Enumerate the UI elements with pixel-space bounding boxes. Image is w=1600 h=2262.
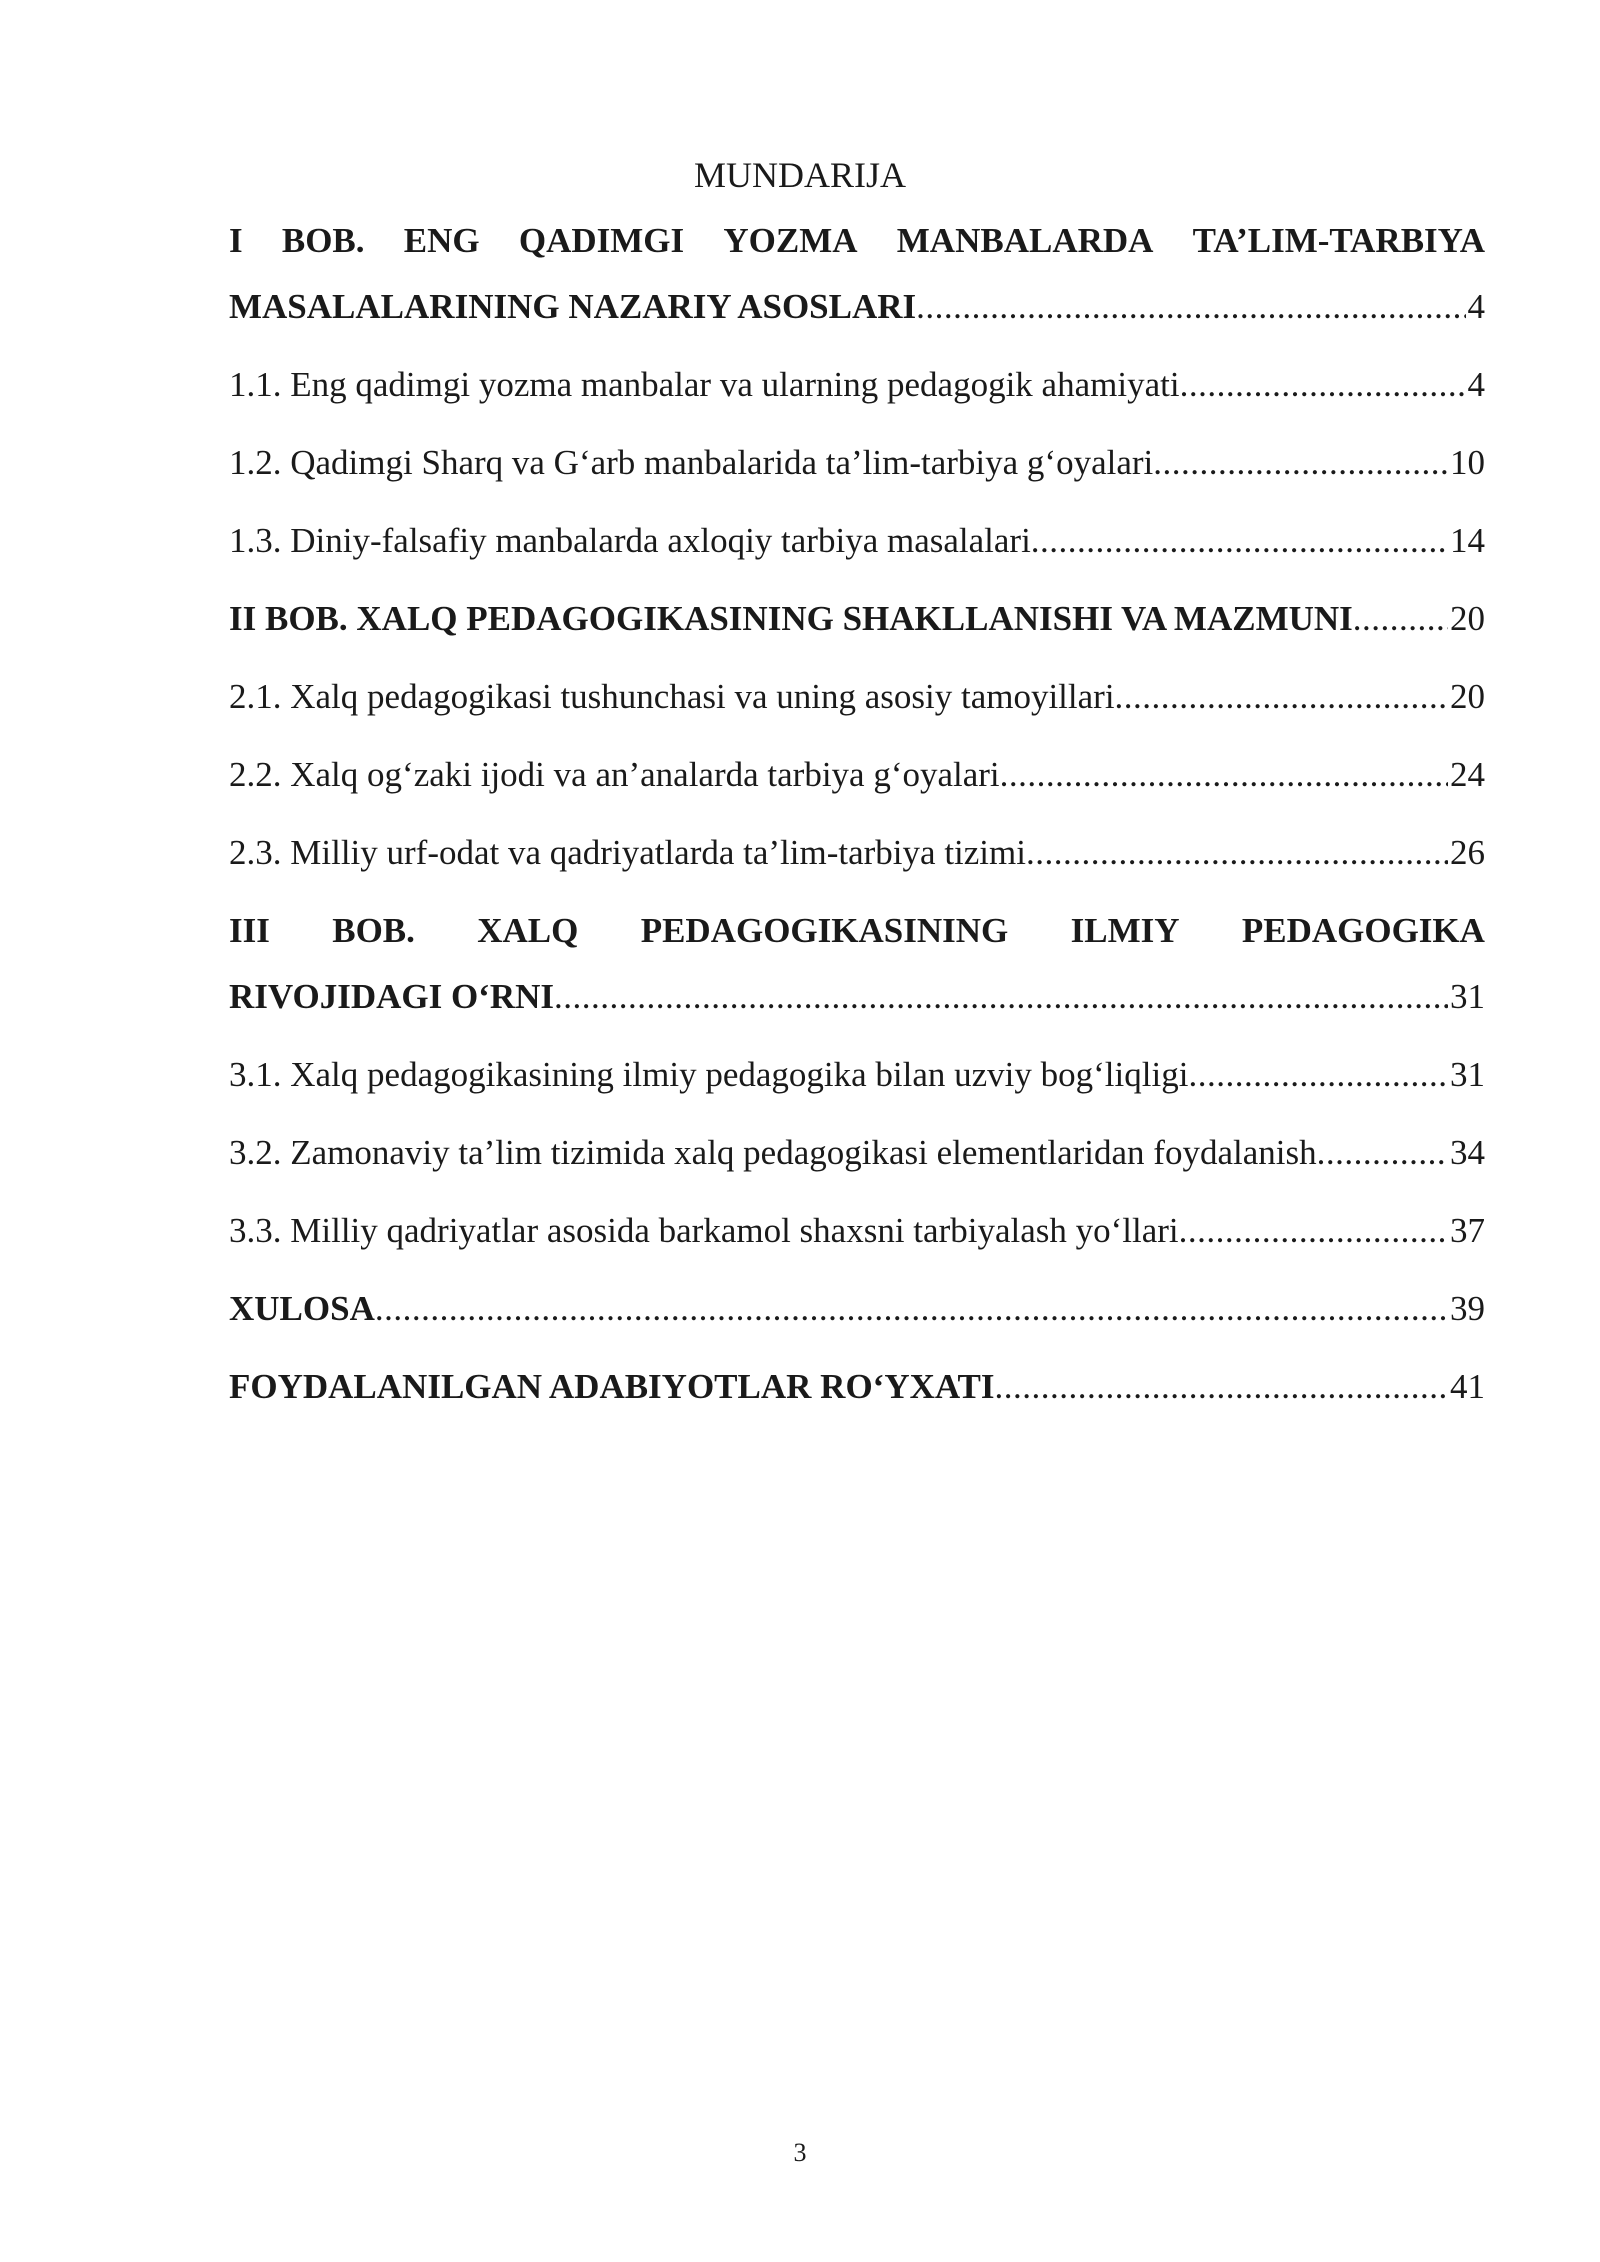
toc-section-1-2[interactable]: [229, 430, 1485, 496]
toc-entry-title: 3.3. Milliy qadriyatlar asosida barkamol shaxsni tarbiyalash yo‘llari: [229, 1211, 1179, 1250]
dot-leader: [1180, 352, 1466, 418]
toc-page-number: 39: [1450, 1289, 1485, 1328]
dot-leader: [995, 1354, 1448, 1420]
toc-page-number: 37: [1450, 1211, 1485, 1250]
toc-chapter-3[interactable]: [229, 898, 1485, 1030]
toc-page-number: 24: [1450, 755, 1485, 794]
toc-word: ILMIY: [1070, 911, 1180, 950]
toc-section-2-3[interactable]: [229, 820, 1485, 886]
dot-leader: [1031, 508, 1448, 574]
toc-chapter-1[interactable]: [229, 208, 1485, 340]
toc-page-number: 34: [1450, 1133, 1485, 1172]
dot-leader: [1188, 1042, 1448, 1108]
dot-leader: [1353, 586, 1448, 652]
toc-entry-title: 2.3. Milliy urf-odat va qadriyatlarda ta’lim-tarbiya tizimi: [229, 833, 1026, 872]
toc-word: PEDAGOGIKASINING: [640, 911, 1009, 950]
toc-section-1-1[interactable]: [229, 352, 1485, 418]
toc-page-number: 10: [1450, 443, 1485, 482]
toc-word: I: [229, 221, 243, 260]
toc-word: BOB.: [332, 911, 415, 950]
table-of-contents: [229, 208, 1485, 1432]
toc-entry-title: 1.3. Diniy-falsafiy manbalarda axloqiy tarbiya masalalari: [229, 521, 1031, 560]
toc-word: III: [229, 911, 270, 950]
toc-page-number: 14: [1450, 521, 1485, 560]
toc-page-number: 41: [1450, 1367, 1485, 1406]
dot-leader: [916, 274, 1465, 340]
toc-chapter-1-heading-line1: [229, 208, 1485, 274]
toc-section-2-1[interactable]: [229, 664, 1485, 730]
toc-title: MUNDARIJA: [693, 155, 906, 195]
dot-leader: [1026, 820, 1448, 886]
toc-entry-title: FOYDALANILGAN ADABIYOTLAR RO‘YXATI: [229, 1367, 995, 1406]
toc-chapter-3-heading-line2: [229, 964, 1485, 1030]
toc-page-number: 4: [1467, 287, 1485, 326]
toc-word: TA’LIM-TARBIYA: [1192, 221, 1485, 260]
dot-leader: [1317, 1120, 1448, 1186]
toc-word: QADIMGI: [518, 221, 685, 260]
toc-page-number: 4: [1467, 365, 1485, 404]
toc-word: PEDAGOGIKA: [1241, 911, 1485, 950]
toc-chapter-1-heading-line2: [229, 274, 1485, 340]
page-number: 3: [793, 2138, 807, 2167]
toc-section-3-2[interactable]: [229, 1120, 1485, 1186]
dot-leader: [1153, 430, 1448, 496]
toc-entry-title: RIVOJIDAGI O‘RNI: [229, 977, 555, 1016]
dot-leader: [554, 964, 1448, 1030]
toc-page-number: 20: [1450, 677, 1485, 716]
toc-word: MANBALARDA: [896, 221, 1154, 260]
toc-section-3-1[interactable]: [229, 1042, 1485, 1108]
toc-chapter-2[interactable]: [229, 586, 1485, 652]
toc-entry-title: 2.2. Xalq og‘zaki ijodi va an’analarda tarbiya g‘oyalari: [229, 755, 1000, 794]
toc-entry-title: MASALALARINING NAZARIY ASOSLARI: [229, 287, 917, 326]
toc-page-number: 31: [1450, 977, 1485, 1016]
toc-page-number: 26: [1450, 833, 1485, 872]
toc-section-2-2[interactable]: [229, 742, 1485, 808]
dot-leader: [375, 1276, 1448, 1342]
toc-conclusion[interactable]: [229, 1276, 1485, 1342]
toc-entry-title: 1.2. Qadimgi Sharq va G‘arb manbalarida ta’lim-tarbiya g‘oyalari: [229, 443, 1154, 482]
toc-section-3-3[interactable]: [229, 1198, 1485, 1264]
dot-leader: [1000, 742, 1448, 808]
toc-word: BOB.: [281, 221, 365, 260]
toc-word: XALQ: [477, 911, 579, 950]
toc-word: YOZMA: [723, 221, 858, 260]
toc-entry-title: XULOSA: [229, 1289, 375, 1328]
toc-entry-title: 1.1. Eng qadimgi yozma manbalar va ularning pedagogik ahamiyati: [229, 365, 1180, 404]
toc-chapter-3-heading-line1: [229, 898, 1485, 964]
toc-entry-title: 2.1. Xalq pedagogikasi tushunchasi va uning asosiy tamoyillari: [229, 677, 1115, 716]
toc-references[interactable]: [229, 1354, 1485, 1420]
toc-entry-title: 3.2. Zamonaviy ta’lim tizimida xalq pedagogikasi elementlaridan foydalanish: [229, 1133, 1317, 1172]
toc-page-number: 20: [1450, 599, 1485, 638]
toc-section-1-3[interactable]: [229, 508, 1485, 574]
dot-leader: [1179, 1198, 1448, 1264]
toc-word: ENG: [403, 221, 480, 260]
toc-entry-title: II BOB. XALQ PEDAGOGIKASINING SHAKLLANISHI VA MAZMUNI: [229, 599, 1353, 638]
toc-entry-title: 3.1. Xalq pedagogikasining ilmiy pedagogika bilan uzviy bog‘liqligi: [229, 1055, 1189, 1094]
toc-page-number: 31: [1450, 1055, 1485, 1094]
dot-leader: [1115, 664, 1448, 730]
